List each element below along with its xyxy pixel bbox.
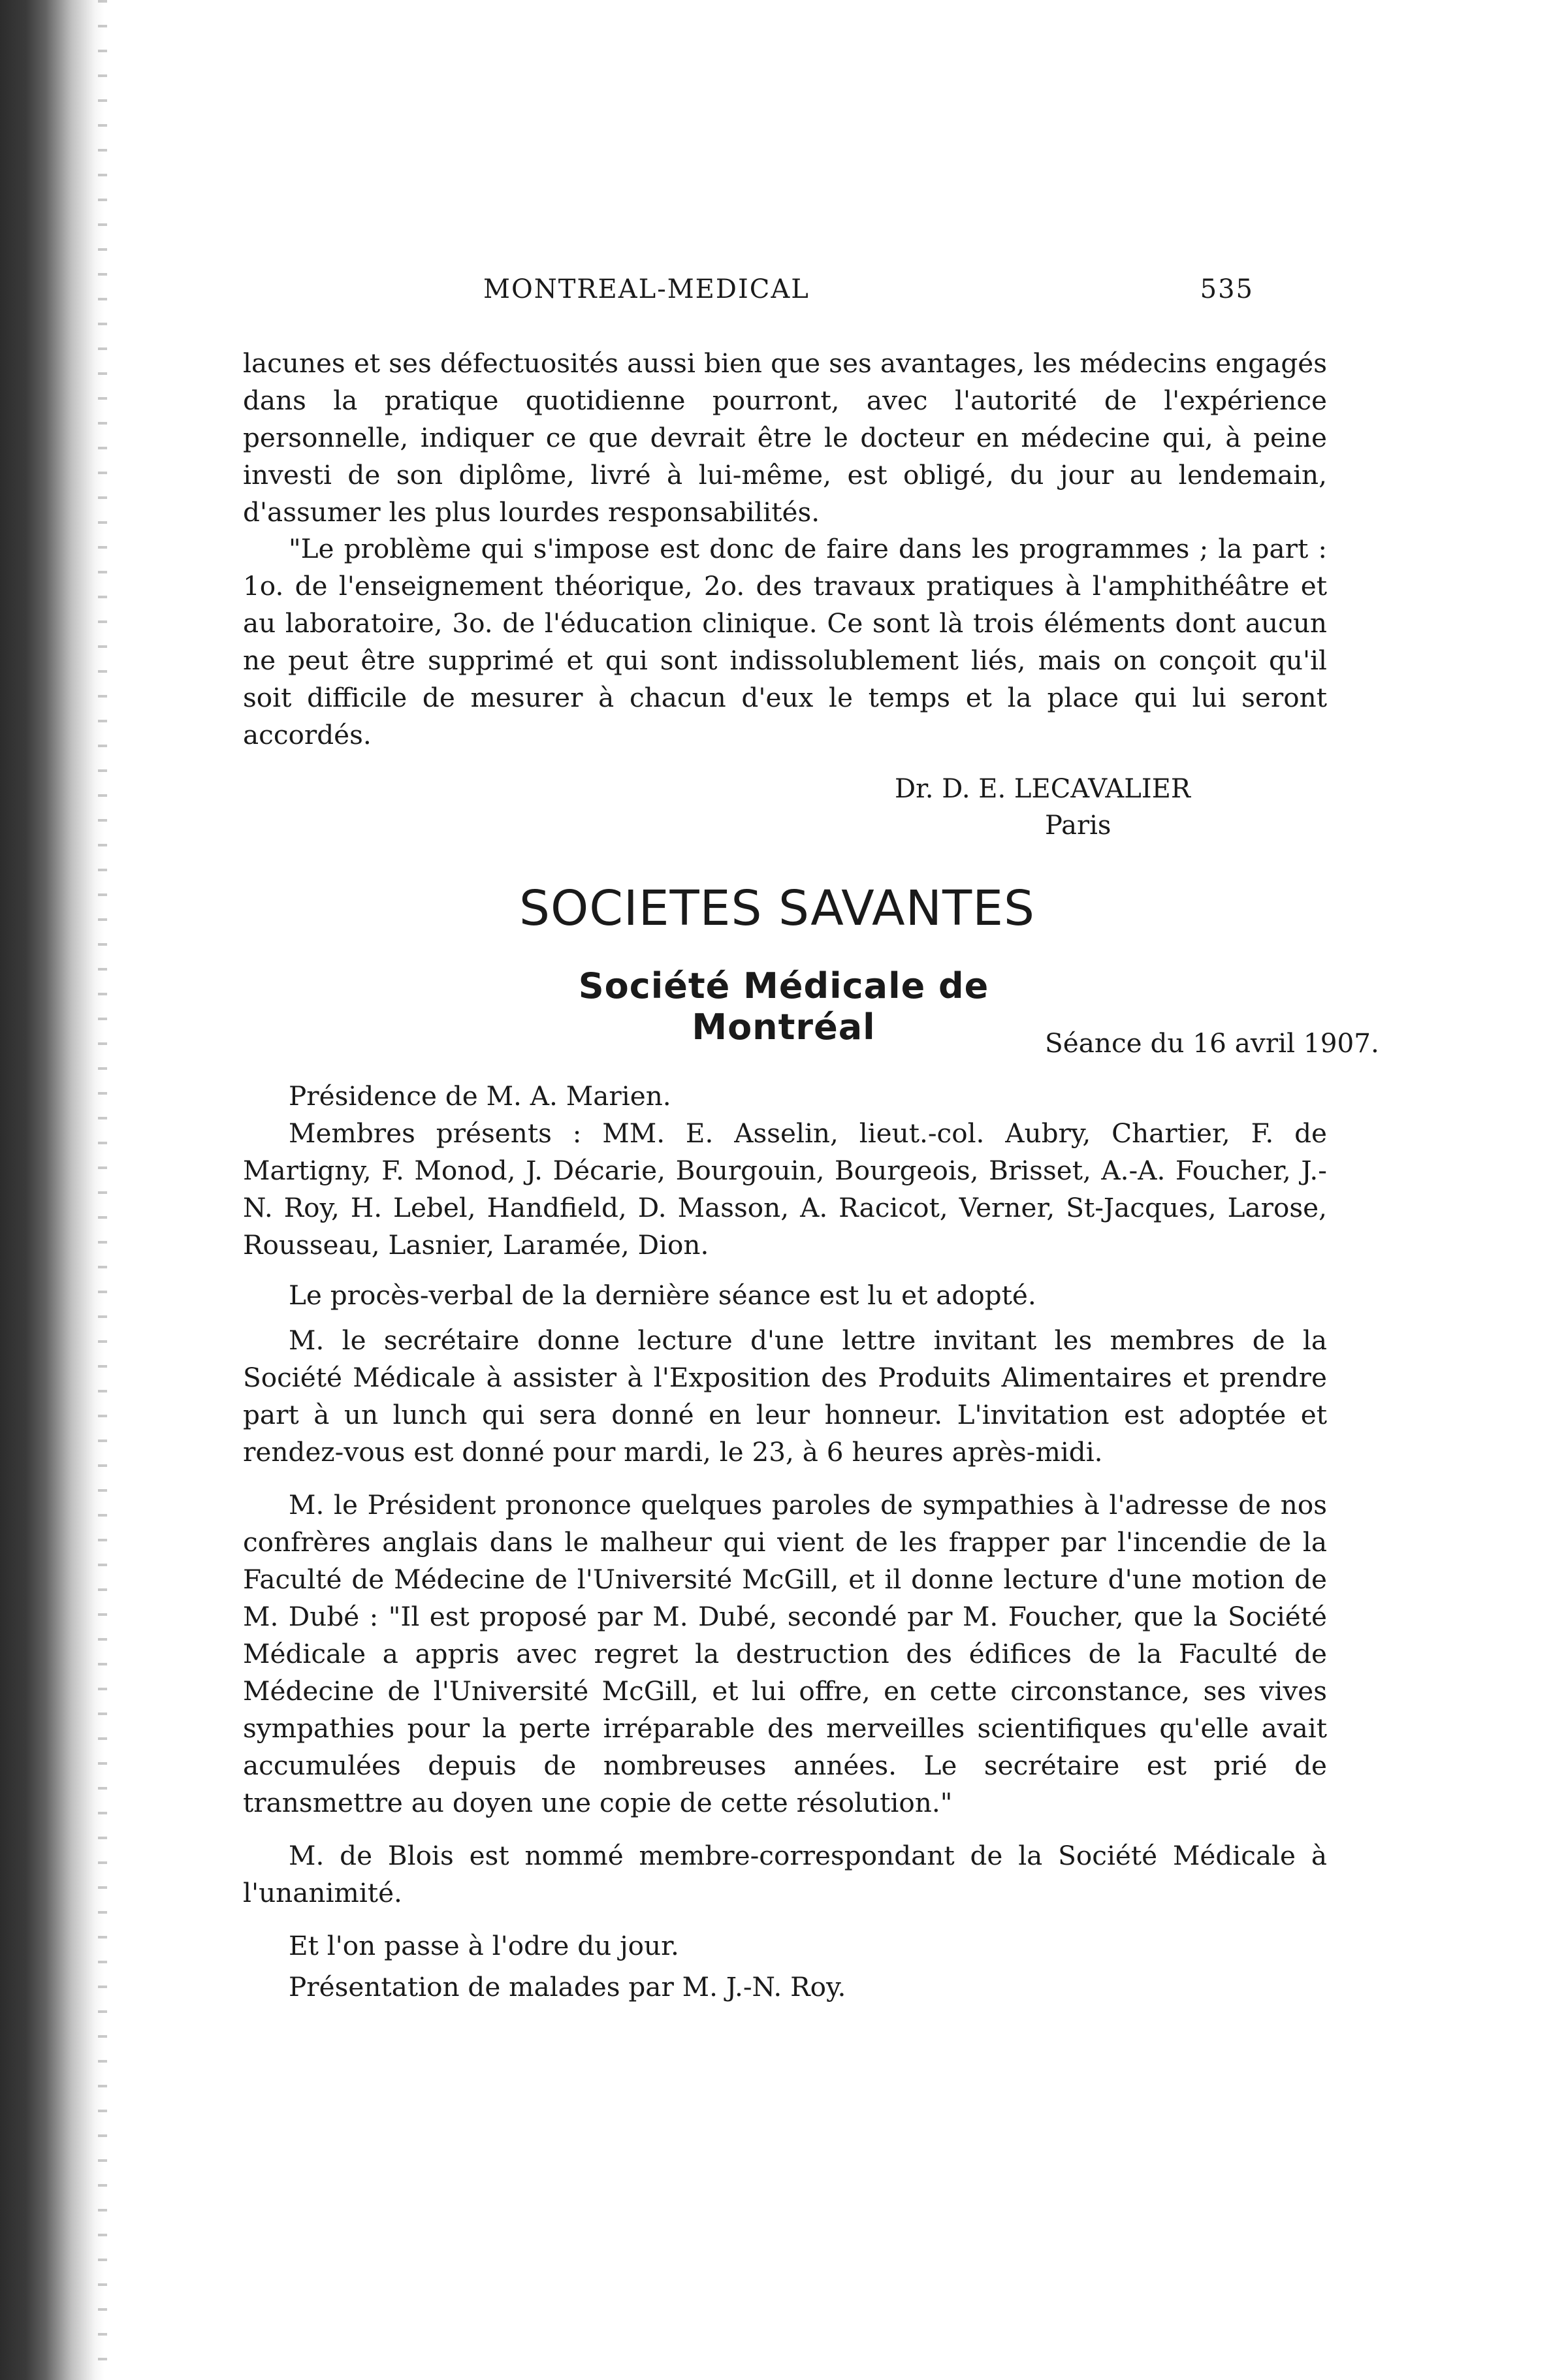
- society-title: Société Médicale de Montréal: [578, 965, 989, 1048]
- scan-binding-edge: [0, 0, 104, 2380]
- intro-paragraph: lacunes et ses défectuosités aussi bien que ses avantages, les médecins engagés dans la pratique quotidienne pourront, avec l'autorité de l'expérience personnelle, indiquer ce que devrait être le docteur en médecine qui, à peine investi de son diplôme, livré à lui-même, est obligé, du jour au lendemain, d'assumer les plus lourdes responsabilités.: [243, 347, 1327, 528]
- signature-block: [895, 771, 1313, 844]
- minutes-block: [243, 1078, 1327, 2006]
- blois-nomination: M. de Blois est nommé membre-correspondant de la Société Médicale à l'unanimité.: [243, 1840, 1327, 1908]
- problem-paragraph: "Le problème qui s'impose est donc de faire dans les programmes ; la part : 1o. de l'enseignement théorique, 2o. des travaux pratiques à l'amphithéâtre et au laboratoire, 3o. de l'éducation clinique. Ce sont là trois éléments dont aucun ne peut être supprimé et qui sont indissolublement liés, mais on conçoit qu'il soit difficile de mesurer à chacun d'eux le temps et la place qui lui seront accordés.: [243, 533, 1327, 750]
- ordre-du-jour: Et l'on passe à l'odre du jour.: [289, 1930, 679, 1961]
- presidence-line: Présidence de M. A. Marien.: [289, 1080, 671, 1112]
- secretary-letter: M. le secrétaire donne lecture d'une lettre invitant les membres de la Société Médicale à assister à l'Exposition des Produits Alimentaires et prendre part à un lunch qui sera donné en leur honneur. L'invitation est adoptée et rendez-vous est donné pour mardi, le 23, à 6 heures après-midi.: [243, 1325, 1327, 1468]
- members-present: Membres présents : MM. E. Asselin, lieut.-col. Aubry, Chartier, F. de Martigny, F. Monod, J. Décarie, Bourgouin, Bourgeois, Brisset, A.-A. Foucher, J.-N. Roy, H. Lebel, Handfield, D. Masson, A. Racicot, Verner, St-Jacques, Larose, Rousseau, Lasnier, Laramée, Dion.: [243, 1118, 1327, 1261]
- intro-block: [243, 345, 1327, 531]
- scan-edge-noise: [98, 0, 107, 2380]
- signature-name: Dr. D. E. LECAVALIER: [895, 774, 1191, 804]
- president-motion: M. le Président prononce quelques paroles de sympathies à l'adresse de nos confrères anglais dans le malheur qui vient de les frapper par l'incendie de la Faculté de Médecine de l'Université McGill, et il donne lecture d'une motion de M. Dubé : "Il est proposé par M. Dubé, secondé par M. Foucher, que la Société Médicale a appris avec regret la destruction des édifices de la Faculté de Médecine de l'Université McGill, et lui offre, en cette circonstance, ses vives sympathies pour la perte irréparable des merveilles scientifiques qu'elle avait accumulées depuis de nombreuses années. Le secrétaire est prié de transmettre au doyen une copie de cette résolution.": [243, 1489, 1327, 1818]
- session-date: Séance du 16 avril 1907.: [1045, 1027, 1379, 1059]
- running-title: MONTREAL-MEDICAL: [483, 274, 810, 304]
- page-number: 535: [1200, 274, 1254, 304]
- section-title: SOCIETES SAVANTES: [519, 880, 1035, 937]
- presentation-malades: Présentation de malades par M. J.-N. Roy.: [289, 1971, 846, 2002]
- signature-city: Paris: [1045, 811, 1111, 841]
- running-header: [483, 274, 1254, 314]
- problem-block: [243, 530, 1327, 754]
- proces-verbal: Le procès-verbal de la dernière séance est lu et adopté.: [289, 1279, 1036, 1311]
